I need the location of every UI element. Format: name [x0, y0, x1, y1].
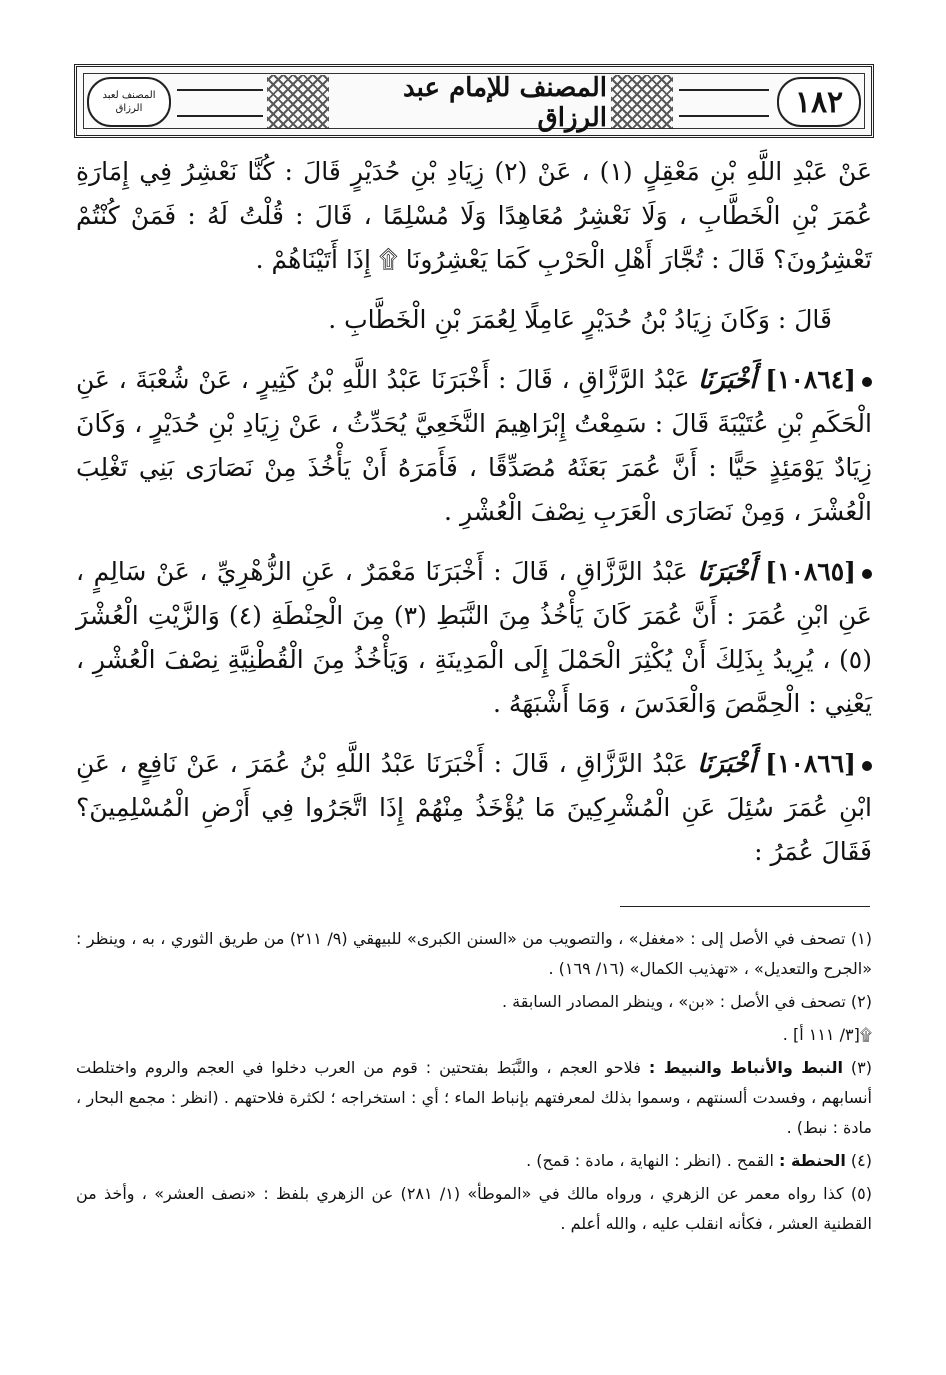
hadith-text: عَبْدُ الرَّزَّاقِ ، قَالَ : أَخْبَرَنَا عَبْدُ اللَّهِ بْنُ عُمَرَ ، عَنْ نَافِعٍ ، عَنِ ابْنِ عُمَرَ سُئِلَ عَنِ الْمُشْرِكِينَ مَا يُؤْخَذُ مِنْهُمْ إِذَا اتَّجَرُوا فِي أَرْضِ الْمُسْلِمِينَ؟ فَقَالَ عُمَرُ :: [76, 749, 872, 866]
footnote: [76, 1146, 872, 1176]
page-title: المصنف للإمام عبد الرزاق: [403, 73, 607, 133]
hadith-number: [١٠٨٦٦]: [765, 749, 856, 778]
book-logo-text: المصنف لعبد الرزاق: [102, 90, 156, 114]
akhbarana-label: أَخْبَرَنَا: [698, 365, 757, 394]
footnote-text: ۩[٣/ ١١١ أ] .: [782, 1025, 872, 1044]
footnote: [76, 987, 872, 1017]
hadith-entry: [76, 550, 872, 726]
bullet-icon: [862, 761, 872, 771]
ornament-left: [267, 75, 329, 129]
footnote-label: (٥): [850, 1184, 872, 1203]
ornament-right: [611, 75, 673, 129]
akhbarana-label: أَخْبَرَنَا: [697, 749, 756, 778]
footnote-text: تصحف في الأصل : «بن» ، وينظر المصادر السابقة .: [501, 992, 846, 1011]
paragraph: قَالَ : وَكَانَ زِيَادُ بْنُ حُدَيْرٍ عَامِلًا لِعُمَرَ بْنِ الْخَطَّابِ .: [328, 305, 832, 334]
hadith-entry: [76, 742, 872, 874]
page-header: [74, 64, 874, 138]
footnote-text: تصحف في الأصل إلى : «مغفل» ، والتصويب من «السنن الكبرى» للبيهقي (٩/ ٢١١) من طريق الثوري ، به ، وينظر : «الجرح والتعديل» ، «تهذيب الكمال» (١٦/ ١٦٩) .: [76, 929, 872, 978]
footnote: [76, 924, 872, 984]
divider: [177, 115, 263, 117]
paragraph: عَنْ عَبْدِ اللَّهِ بْنِ مَعْقِلٍ (١) ، عَنْ (٢) زِيَادِ بْنِ حُدَيْرٍ قَالَ : كُنَّا نَعْشِرُ فِي إِمَارَةِ عُمَرَ بْنِ الْخَطَّابِ ، وَلَا نَعْشِرُ مُعَاهِدًا وَلَا مُسْلِمًا ، قَالَ : قُلْتُ لَهُ : فَمَنْ كُنْتُمْ تَعْشِرُونَ؟ قَالَ : تُجَّارَ أَهْلِ الْحَرْبِ كَمَا يَعْشِرُونَا ۩ إِذَا أَتَيْنَاهُمْ .: [76, 157, 872, 274]
hadith-text: عَبْدُ الرَّزَّاقِ ، قَالَ : أَخْبَرَنَا عَبْدُ اللَّهِ بْنُ كَثِيرٍ ، عَنْ شُعْبَةَ ، عَنِ الْحَكَمِ بْنِ عُتَيْبَةَ قَالَ : سَمِعْتُ إِبْرَاهِيمَ النَّخَعِيَّ يُحَدِّثُ ، عَنْ زِيَادِ بْنِ حُدَيْرٍ ، وَكَانَ زِيَادٌ يَوْمَئِذٍ حَيًّا : أَنَّ عُمَرَ بَعَثَهُ مُصَدِّقًا ، فَأَمَرَهُ أَنْ يَأْخُذَ مِنْ نَصَارَى بَنِي تَغْلِبَ الْعُشْرَ ، وَمِنْ نَصَارَى الْعَرَبِ نِصْفَ الْعُشْرِ .: [76, 365, 872, 526]
bullet-icon: [862, 569, 872, 579]
hadith-number: [١٠٨٦٤]: [765, 365, 857, 394]
footnote-divider: [620, 906, 870, 907]
footnote-text: القمح . (انظر : النهاية ، مادة : قمح) .: [526, 1151, 774, 1170]
hadith-entry: [76, 358, 872, 534]
akhbarana-label: أَخْبَرَنَا: [697, 557, 756, 586]
footnote-text: كذا رواه معمر عن الزهري ، ورواه مالك في «الموطأ» (١/ ٢٨١) عن الزهري بلفظ : «نصف العشر» ، وأخذ من القطنية العشر ، فكأنه انقلب عليه ، والله أعلم .: [76, 1184, 872, 1233]
page-number: ١٨٢: [777, 77, 861, 127]
hadith-text: عَبْدُ الرَّزَّاقِ ، قَالَ : أَخْبَرَنَا مَعْمَرٌ ، عَنِ الزُّهْرِيِّ ، عَنْ سَالِمٍ ، عَنِ ابْنِ عُمَرَ : أَنَّ عُمَرَ كَانَ يَأْخُذُ مِنَ النَّبَطِ (٣) مِنَ الْحِنْطَةِ (٤) وَالزَّيْتِ الْعُشْرَ (٥) ، يُرِيدُ بِذَلِكَ أَنْ يُكْثِرَ الْحَمْلَ إِلَى الْمَدِينَةِ ، وَيَأْخُذُ مِنَ الْقُطْنِيَّةِ نِصْفَ الْعُشْرِ ، يَعْنِي : الْحِمَّصَ وَالْعَدَسَ ، وَمَا أَشْبَهَهُ .: [76, 557, 872, 718]
footnotes: [76, 924, 872, 1242]
hadith-number: [١٠٨٦٥]: [765, 557, 856, 586]
book-logo: [87, 77, 171, 127]
divider: [679, 115, 769, 117]
footnote-label: (٢): [850, 992, 872, 1011]
footnote-label: (١): [850, 929, 873, 948]
footnote-label: (٤): [850, 1151, 872, 1170]
footnote: [76, 1179, 872, 1239]
footnote: [76, 1020, 872, 1050]
footnote-term: الحنطة :: [779, 1151, 846, 1170]
divider: [177, 89, 263, 91]
footnote-text: فلاحو العجم ، والنَّبَط بفتحتين : قوم من العرب دخلوا في العجم والروم واختلطت أنسابهم ، وفسدت ألسنتهم ، وسموا بذلك لمعرفتهم بإنباط الماء ؛ أي : استخراجه ؛ لكثرة فلاحتهم . (انظر : مجمع البحار ، مادة : نبط) .: [76, 1058, 872, 1137]
bullet-icon: [862, 377, 872, 387]
divider: [679, 89, 769, 91]
footnote: [76, 1053, 872, 1143]
footnote-label: (٣): [850, 1058, 873, 1077]
main-text: [76, 150, 872, 890]
footnote-term: النبط والأنباط والنبيط :: [648, 1058, 843, 1077]
